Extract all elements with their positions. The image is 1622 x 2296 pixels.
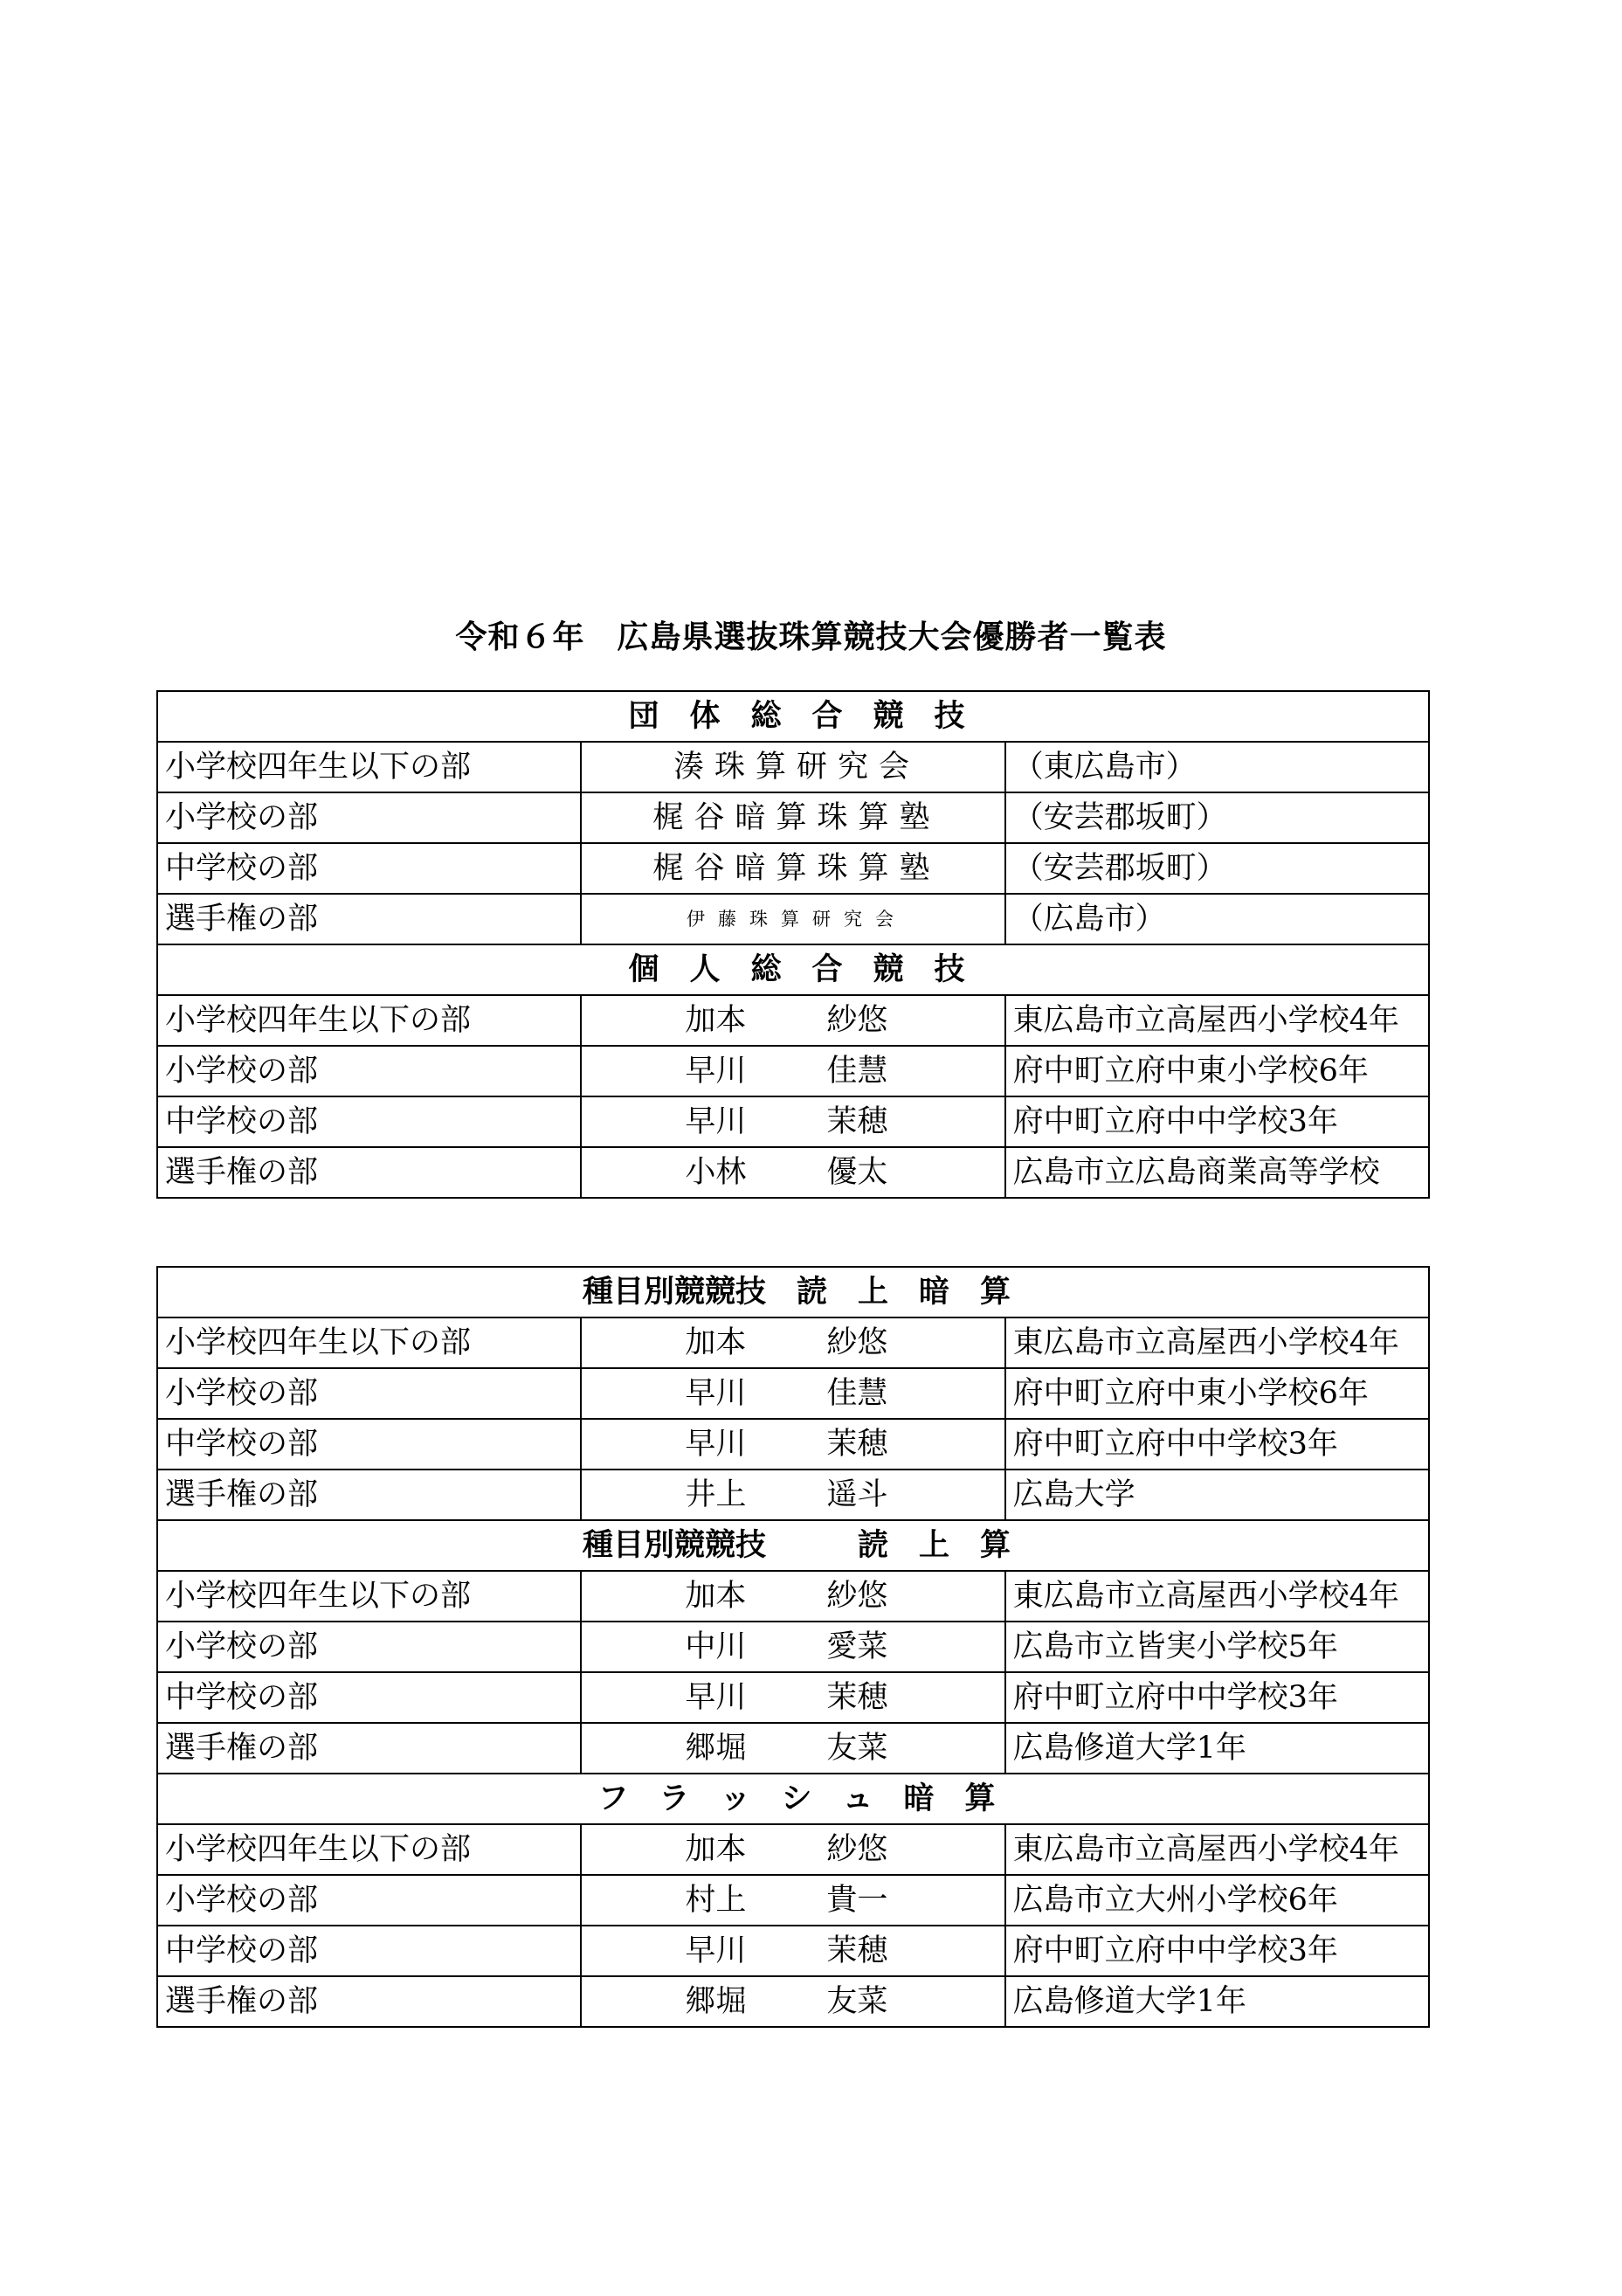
- location-cell: （安芸郡坂町）: [1005, 792, 1429, 843]
- affiliation-cell: 東広島市立高屋西小学校4年: [1005, 1571, 1429, 1622]
- division-cell: 中学校の部: [157, 1672, 581, 1723]
- family-name: 早川: [685, 1933, 747, 1968]
- division-cell: 中学校の部: [157, 843, 581, 894]
- given-name: 紗悠: [826, 1832, 888, 1867]
- given-name: 遥斗: [826, 1477, 888, 1512]
- affiliation-cell: 府中町立府中中学校3年: [1005, 1096, 1429, 1147]
- given-name: 茉穂: [826, 1104, 888, 1139]
- winner-name-cell: [581, 1317, 1004, 1368]
- section-header-flash: フ ラ ッ シ ュ 暗 算: [157, 1774, 1429, 1824]
- division-cell: 選手権の部: [157, 1470, 581, 1520]
- division-cell: 選手権の部: [157, 1976, 581, 2027]
- given-name: 茉穂: [826, 1933, 888, 1968]
- winner-name-cell: [581, 995, 1004, 1046]
- family-name: 早川: [685, 1427, 747, 1462]
- winner-name-cell: [581, 1147, 1004, 1198]
- division-cell: 中学校の部: [157, 1926, 581, 1976]
- winner-name-cell: [581, 1976, 1004, 2027]
- family-name: 中川: [685, 1629, 747, 1664]
- division-cell: 中学校の部: [157, 1419, 581, 1470]
- division-cell: 小学校四年生以下の部: [157, 742, 581, 792]
- winner-name-cell: [581, 1046, 1004, 1096]
- winner-name-cell: [581, 1571, 1004, 1622]
- results-table-events: [156, 1266, 1430, 2028]
- section-header-anzan: 種目別競競技 読 上 暗 算: [157, 1267, 1429, 1317]
- affiliation-cell: 広島修道大学1年: [1005, 1976, 1429, 2027]
- given-name: 佳慧: [826, 1054, 888, 1089]
- table-row: [157, 1723, 1429, 1774]
- division-cell: 小学校の部: [157, 1875, 581, 1926]
- given-name: 貴一: [826, 1883, 888, 1918]
- table-row: [157, 1470, 1429, 1520]
- division-cell: 小学校四年生以下の部: [157, 995, 581, 1046]
- table-row: [157, 1672, 1429, 1723]
- family-name: 早川: [685, 1054, 747, 1089]
- section-header-individual: 個 人 総 合 競 技: [157, 944, 1429, 995]
- division-cell: 小学校四年生以下の部: [157, 1571, 581, 1622]
- table-row: [157, 1926, 1429, 1976]
- family-name: 加本: [685, 1325, 747, 1360]
- family-name: 井上: [685, 1477, 747, 1512]
- winner-name-cell: [581, 1368, 1004, 1419]
- given-name: 紗悠: [826, 1325, 888, 1360]
- affiliation-cell: 府中町立府中中学校3年: [1005, 1926, 1429, 1976]
- given-name: 紗悠: [826, 1579, 888, 1614]
- affiliation-cell: 府中町立府中中学校3年: [1005, 1419, 1429, 1470]
- document-title: 令和６年 広島県選抜珠算競技大会優勝者一覧表: [455, 619, 1167, 655]
- section-header-yomiage: 種目別競競技 読 上 算: [157, 1520, 1429, 1571]
- family-name: 郷堀: [685, 1984, 747, 2019]
- table-row: [157, 1875, 1429, 1926]
- table-row: [157, 1368, 1429, 1419]
- affiliation-cell: 広島市立皆実小学校5年: [1005, 1622, 1429, 1672]
- organization-cell: 伊藤珠算研究会: [581, 894, 1004, 944]
- family-name: 早川: [685, 1104, 747, 1139]
- division-cell: 小学校四年生以下の部: [157, 1317, 581, 1368]
- division-cell: 選手権の部: [157, 894, 581, 944]
- affiliation-cell: 広島大学: [1005, 1470, 1429, 1520]
- table-row: [157, 1419, 1429, 1470]
- affiliation-cell: 府中町立府中東小学校6年: [1005, 1046, 1429, 1096]
- given-name: 友菜: [826, 1731, 888, 1766]
- table-row: [157, 742, 1429, 792]
- table-row: [157, 1824, 1429, 1875]
- table-row: [157, 1976, 1429, 2027]
- results-table-overall: [156, 690, 1430, 1199]
- affiliation-cell: 東広島市立高屋西小学校4年: [1005, 1824, 1429, 1875]
- table-row: [157, 792, 1429, 843]
- given-name: 茉穂: [826, 1680, 888, 1715]
- table-row: [157, 1147, 1429, 1198]
- table-row: [157, 1096, 1429, 1147]
- given-name: 紗悠: [826, 1003, 888, 1038]
- winner-name-cell: [581, 1672, 1004, 1723]
- section-header-row: [157, 944, 1429, 995]
- division-cell: 小学校四年生以下の部: [157, 1824, 581, 1875]
- affiliation-cell: 広島修道大学1年: [1005, 1723, 1429, 1774]
- division-cell: 小学校の部: [157, 1622, 581, 1672]
- family-name: 加本: [685, 1579, 747, 1614]
- organization-cell: 梶谷暗算珠算塾: [581, 792, 1004, 843]
- organization-cell: 湊珠算研究会: [581, 742, 1004, 792]
- winner-name-cell: [581, 1824, 1004, 1875]
- winner-name-cell: [581, 1926, 1004, 1976]
- affiliation-cell: 東広島市立高屋西小学校4年: [1005, 995, 1429, 1046]
- given-name: 愛菜: [826, 1629, 888, 1664]
- location-cell: （広島市）: [1005, 894, 1429, 944]
- affiliation-cell: 東広島市立高屋西小学校4年: [1005, 1317, 1429, 1368]
- section-header-row: [157, 691, 1429, 742]
- division-cell: 小学校の部: [157, 792, 581, 843]
- given-name: 佳慧: [826, 1376, 888, 1411]
- winner-name-cell: [581, 1875, 1004, 1926]
- given-name: 茉穂: [826, 1427, 888, 1462]
- winner-name-cell: [581, 1096, 1004, 1147]
- family-name: 加本: [685, 1003, 747, 1038]
- table-row: [157, 995, 1429, 1046]
- division-cell: 選手権の部: [157, 1147, 581, 1198]
- table-row: [157, 894, 1429, 944]
- table-row: [157, 1571, 1429, 1622]
- family-name: 早川: [685, 1376, 747, 1411]
- affiliation-cell: 広島市立大州小学校6年: [1005, 1875, 1429, 1926]
- winner-name-cell: [581, 1622, 1004, 1672]
- affiliation-cell: 広島市立広島商業高等学校: [1005, 1147, 1429, 1198]
- division-cell: 小学校の部: [157, 1046, 581, 1096]
- division-cell: 中学校の部: [157, 1096, 581, 1147]
- family-name: 村上: [685, 1883, 747, 1918]
- section-header-row: [157, 1774, 1429, 1824]
- section-header-team: 団 体 総 合 競 技: [157, 691, 1429, 742]
- division-cell: 小学校の部: [157, 1368, 581, 1419]
- division-cell: 選手権の部: [157, 1723, 581, 1774]
- family-name: 早川: [685, 1680, 747, 1715]
- family-name: 加本: [685, 1832, 747, 1867]
- organization-cell: 梶谷暗算珠算塾: [581, 843, 1004, 894]
- family-name: 小林: [685, 1155, 747, 1190]
- winner-name-cell: [581, 1723, 1004, 1774]
- winner-name-cell: [581, 1470, 1004, 1520]
- section-header-row: [157, 1520, 1429, 1571]
- affiliation-cell: 府中町立府中東小学校6年: [1005, 1368, 1429, 1419]
- winner-name-cell: [581, 1419, 1004, 1470]
- location-cell: （東広島市）: [1005, 742, 1429, 792]
- location-cell: （安芸郡坂町）: [1005, 843, 1429, 894]
- given-name: 優太: [826, 1155, 888, 1190]
- section-header-row: [157, 1267, 1429, 1317]
- table-row: [157, 1317, 1429, 1368]
- table-row: [157, 1046, 1429, 1096]
- affiliation-cell: 府中町立府中中学校3年: [1005, 1672, 1429, 1723]
- family-name: 郷堀: [685, 1731, 747, 1766]
- given-name: 友菜: [826, 1984, 888, 2019]
- table-row: [157, 843, 1429, 894]
- table-row: [157, 1622, 1429, 1672]
